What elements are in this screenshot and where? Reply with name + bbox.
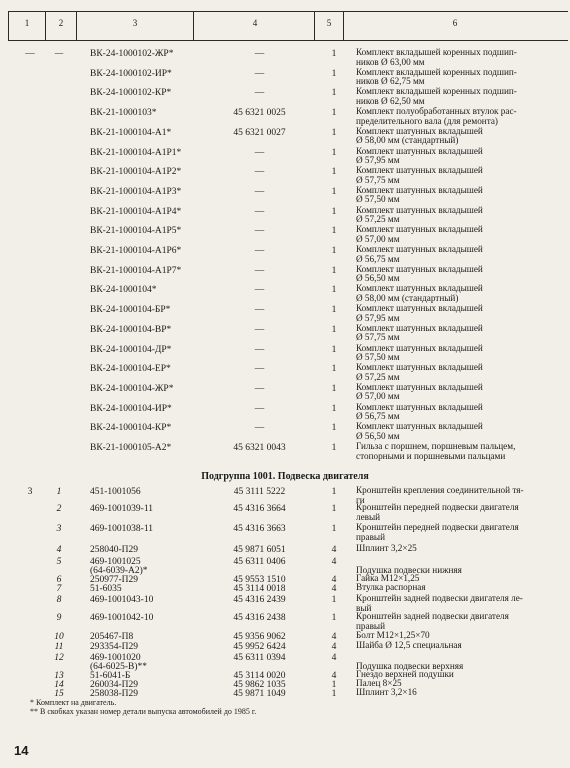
cell-position-number: 4 <box>56 545 62 555</box>
header-col-number: 6 <box>452 18 458 28</box>
table-row <box>0 304 570 324</box>
cell-part-number: 205467-П8 <box>90 632 134 642</box>
cell-quantity: 1 <box>331 487 337 497</box>
cell-catalog-code: 45 9871 1049 <box>233 689 286 699</box>
cell-description: Комплект шатунных вкладышей Ø 56,50 мм <box>356 263 483 284</box>
table-row <box>0 422 570 442</box>
cell-part-number: 469-1001042-10 <box>90 613 154 623</box>
cell-quantity: 1 <box>331 305 337 316</box>
cell-catalog-code: 45 9871 6051 <box>233 545 286 555</box>
cell-catalog-code: 45 4316 2439 <box>233 595 286 605</box>
cell-quantity: 1 <box>331 689 337 699</box>
cell-quantity: 1 <box>331 680 337 690</box>
cell-part-number: ВК-24-1000102-ЖР* <box>90 49 174 59</box>
cell-position-number: 12 <box>54 653 64 663</box>
cell-quantity: 1 <box>331 344 337 355</box>
table-row <box>0 107 570 127</box>
table-row <box>0 206 570 226</box>
cell-part-number: ВК-24-1000104-ЖР* <box>90 383 174 394</box>
table-row <box>0 442 570 462</box>
cell-catalog-code: 45 3111 5222 <box>233 487 286 497</box>
cell-description: Комплект шатунных вкладышей Ø 57,95 мм <box>356 145 483 166</box>
cell-quantity: 1 <box>331 403 337 414</box>
table-row <box>0 344 570 364</box>
cell-quantity: 1 <box>331 595 337 605</box>
footnote: ** В скобках указан номер детали выпуска автомобилей до 1985 г. <box>30 707 257 716</box>
cell-catalog-code: 45 4316 3664 <box>233 504 286 514</box>
cell-description: Гильза с поршнем, поршневым пальцем, стопорными и поршневыми пальцами <box>356 441 516 461</box>
table-row <box>0 127 570 147</box>
cell-catalog-code: — <box>254 423 265 434</box>
cell-quantity: 1 <box>331 324 337 335</box>
cell-position-number: — <box>54 49 64 59</box>
cell-catalog-code: — <box>254 88 265 99</box>
cell-position-number: 5 <box>56 557 62 567</box>
cell-description: Комплект вкладышей коренных подшип- ников Ø 62,75 мм <box>356 66 517 87</box>
cell-description: Комплект шатунных вкладышей Ø 58,00 мм (стандартный) <box>356 125 483 146</box>
cell-catalog-code: — <box>254 226 265 237</box>
cell-catalog-code: 45 9356 9062 <box>233 632 286 642</box>
cell-description: Комплект шатунных вкладышей Ø 57,75 мм <box>356 322 483 343</box>
cell-catalog-code: — <box>254 49 265 59</box>
cell-description: Комплект шатунных вкладышей Ø 57,00 мм <box>356 381 483 402</box>
cell-part-number: 51-6035 <box>90 584 122 594</box>
cell-catalog-code: 45 4316 2438 <box>233 613 286 623</box>
cell-position-number: 13 <box>54 671 64 681</box>
cell-description: Комплект шатунных вкладышей Ø 57,75 мм <box>356 165 483 185</box>
table-row <box>0 652 570 672</box>
cell-description: Комплект вкладышей коренных подшип- ников Ø 62,50 мм <box>356 86 517 106</box>
cell-position-number: 14 <box>54 680 64 690</box>
cell-part-number: ВК-24-1000104-БР* <box>90 305 171 316</box>
cell-part-number-old: (64-6039-А2)* <box>90 566 148 576</box>
cell-catalog-code: 45 3114 0020 <box>233 671 286 681</box>
table-row <box>0 48 570 68</box>
cell-description: Болт М12×1,25×70 <box>356 630 430 640</box>
cell-part-number: 469-1001020 <box>90 653 141 663</box>
table-row <box>0 166 570 186</box>
cell-description: Комплект шатунных вкладышей Ø 56,75 мм <box>356 244 483 264</box>
cell-part-number: ВК-21-1000103* <box>90 108 157 119</box>
table-row <box>0 503 570 523</box>
cell-quantity: 1 <box>331 226 337 237</box>
cell-part-number: 469-1001039-11 <box>90 504 153 514</box>
cell-position-number: 9 <box>56 613 62 623</box>
cell-quantity: 1 <box>331 265 337 276</box>
header-col-divider <box>76 12 77 40</box>
cell-part-number: ВК-24-1000104-КР* <box>90 423 172 434</box>
cell-part-number: ВК-21-1000104-А1Р4* <box>90 206 182 217</box>
cell-catalog-code: — <box>254 68 265 79</box>
header-bottom-rule <box>8 40 568 41</box>
cell-description: Гнездо верхней подушки <box>356 669 454 679</box>
cell-description: Кронштейн задней подвески двигателя ле- вый <box>356 593 523 613</box>
cell-part-number: ВК-24-1000102-КР* <box>90 88 172 99</box>
cell-quantity: 1 <box>331 613 337 623</box>
cell-description: Кронштейн крепления соединительной тя- ги <box>356 485 524 505</box>
header-col-number: 1 <box>24 18 30 28</box>
cell-description: Шплинт 3,2×25 <box>356 543 417 553</box>
cell-part-number: ВК-24-1000102-ИР* <box>90 68 172 79</box>
cell-part-number: ВК-21-1000104-А1Р5* <box>90 226 182 237</box>
table-row <box>0 245 570 265</box>
cell-description: Кронштейн передней подвески двигателя правый <box>356 522 519 542</box>
cell-quantity: 4 <box>331 575 337 585</box>
cell-catalog-code: — <box>254 285 265 296</box>
header-col-number: 2 <box>58 18 64 28</box>
cell-quantity: 1 <box>331 127 337 138</box>
cell-part-number: ВК-21-1000104-А1Р6* <box>90 246 182 256</box>
cell-part-number: ВК-21-1000104-А1* <box>90 127 172 138</box>
header-top-rule <box>8 11 568 12</box>
cell-part-number: ВК-24-1000104-ИР* <box>90 403 172 414</box>
cell-quantity: 1 <box>331 383 337 394</box>
cell-catalog-code: 45 6321 0027 <box>233 127 286 138</box>
cell-description: Комплект шатунных вкладышей Ø 57,25 мм <box>356 204 483 225</box>
cell-quantity: 1 <box>331 246 337 256</box>
cell-description: Комплект полуобработанных втулок рас- пределительного вала (для ремонта) <box>356 106 517 126</box>
cell-quantity: 1 <box>331 443 337 453</box>
header-col-number: 4 <box>252 18 258 28</box>
table-row <box>0 87 570 107</box>
table-row <box>0 265 570 285</box>
header-col-number: 3 <box>132 18 138 28</box>
cell-description: Комплект шатунных вкладышей Ø 57,95 мм <box>356 303 483 323</box>
cell-part-number: ВК-21-1000105-А2* <box>90 443 172 453</box>
cell-quantity: 4 <box>331 653 337 663</box>
cell-catalog-code: 45 6321 0025 <box>233 108 286 119</box>
cell-description: Шайба Ø 12,5 специальная <box>356 640 462 650</box>
table-row <box>0 523 570 543</box>
cell-part-number: ВК-21-1000104-А1Р3* <box>90 186 182 197</box>
cell-description: Гайка М12×1,25 <box>356 573 420 583</box>
cell-description: Комплект шатунных вкладышей Ø 57,50 мм <box>356 184 483 205</box>
cell-quantity: 4 <box>331 642 337 652</box>
cell-part-number: ВК-24-1000104-ЕР* <box>90 364 171 375</box>
cell-position-number: 6 <box>56 575 62 585</box>
cell-quantity: 1 <box>331 423 337 434</box>
cell-description: Комплект шатунных вкладышей Ø 58,00 мм (стандартный) <box>356 283 483 303</box>
cell-part-number: ВК-21-1000104-А1Р7* <box>90 265 182 276</box>
cell-quantity: 1 <box>331 108 337 119</box>
cell-part-number: 51-6041-Б <box>90 671 131 681</box>
cell-description: Палец 8×25 <box>356 678 402 688</box>
cell-quantity: 1 <box>331 285 337 296</box>
cell-position-number: 3 <box>56 524 62 534</box>
cell-quantity: 1 <box>331 167 337 178</box>
cell-catalog-code: 45 9862 1035 <box>233 680 286 690</box>
page-number: 14 <box>14 743 29 758</box>
cell-part-number: ВК-24-1000104-ДР* <box>90 344 172 355</box>
cell-description: Втулка распорная <box>356 582 426 592</box>
cell-part-number: 469-1001025 <box>90 557 141 567</box>
cell-part-number: 469-1001038-11 <box>90 524 153 534</box>
cell-description: Шплинт 3,2×16 <box>356 687 417 697</box>
cell-description: Комплект вкладышей коренных подшип- ников Ø 63,00 мм <box>356 47 517 67</box>
cell-quantity: 1 <box>331 49 337 59</box>
cell-quantity: 1 <box>331 364 337 375</box>
cell-quantity: 1 <box>331 147 337 158</box>
cell-quantity: 4 <box>331 632 337 642</box>
cell-quantity: 4 <box>331 584 337 594</box>
cell-catalog-code: — <box>254 364 265 375</box>
cell-part-number: ВК-24-1000104* <box>90 285 157 296</box>
table-row <box>0 383 570 403</box>
cell-quantity: 1 <box>331 186 337 197</box>
cell-position-number: 7 <box>56 584 62 594</box>
cell-section-number: — <box>25 49 35 59</box>
cell-position-number: 8 <box>56 595 62 605</box>
cell-description: Кронштейн задней подвески двигателя правый <box>356 611 509 631</box>
cell-part-number-old: (64-6025-В)** <box>90 662 147 672</box>
cell-description: Комплект шатунных вкладышей Ø 57,50 мм <box>356 342 483 363</box>
cell-catalog-code: — <box>254 167 265 178</box>
header-col-divider <box>8 12 9 40</box>
cell-catalog-code: 45 9952 6424 <box>233 642 286 652</box>
cell-quantity: 1 <box>331 206 337 217</box>
table-row <box>0 68 570 88</box>
cell-part-number: ВК-21-1000104-А1Р2* <box>90 167 182 178</box>
cell-catalog-code: — <box>254 324 265 335</box>
cell-quantity: 4 <box>331 557 337 567</box>
cell-quantity: 4 <box>331 671 337 681</box>
cell-part-number: 293354-П29 <box>90 642 139 652</box>
cell-part-number: 469-1001043-10 <box>90 595 154 605</box>
cell-position-number: 2 <box>56 504 62 514</box>
table-row <box>0 147 570 167</box>
cell-part-number: 451-1001056 <box>90 487 141 497</box>
cell-catalog-code: — <box>254 147 265 158</box>
cell-catalog-code: — <box>254 344 265 355</box>
cell-part-number: 258040-П29 <box>90 545 139 555</box>
footnote: * Комплект на двигатель. <box>30 698 117 707</box>
cell-catalog-code: — <box>254 383 265 394</box>
cell-quantity: 1 <box>331 88 337 99</box>
cell-part-number: 250977-П29 <box>90 575 139 585</box>
cell-catalog-code: 45 4316 3663 <box>233 524 286 534</box>
header-col-divider <box>193 12 194 40</box>
cell-part-number: ВК-24-1000104-ВР* <box>90 324 172 335</box>
cell-catalog-code: — <box>254 403 265 414</box>
cell-catalog-code: 45 6311 0394 <box>233 653 286 663</box>
cell-catalog-code: — <box>254 246 265 256</box>
cell-position-number: 15 <box>54 689 64 699</box>
cell-description: Подушка подвески верхняя <box>356 660 464 671</box>
cell-catalog-code: — <box>254 305 265 316</box>
table-row <box>0 284 570 304</box>
cell-description: Комплект шатунных вкладышей Ø 56,75 мм <box>356 401 483 422</box>
cell-part-number: ВК-21-1000104-А1Р1* <box>90 147 182 158</box>
cell-catalog-code: — <box>254 206 265 217</box>
cell-quantity: 1 <box>331 504 337 514</box>
cell-catalog-code: 45 9553 1510 <box>233 575 286 585</box>
cell-position-number: 11 <box>54 642 64 652</box>
cell-position-number: 10 <box>54 632 64 642</box>
subgroup-title: Подгруппа 1001. Подвеска двигателя <box>201 471 369 482</box>
cell-description: Подушка подвески нижняя <box>356 564 462 575</box>
cell-catalog-code: 45 3114 0018 <box>233 584 286 594</box>
cell-catalog-code: 45 6311 0406 <box>233 557 286 567</box>
table-row <box>0 186 570 206</box>
cell-quantity: 4 <box>331 545 337 555</box>
cell-description: Комплект шатунных вкладышей Ø 57,00 мм <box>356 224 483 244</box>
table-row <box>0 403 570 423</box>
cell-catalog-code: 45 6321 0043 <box>233 443 286 453</box>
table-row <box>0 363 570 383</box>
cell-part-number: 260034-П29 <box>90 680 139 690</box>
cell-position-number: 1 <box>56 487 62 497</box>
header-col-number: 5 <box>326 18 332 28</box>
table-row <box>0 225 570 245</box>
cell-catalog-code: — <box>254 186 265 197</box>
cell-description: Комплект шатунных вкладышей Ø 56,50 мм <box>356 421 483 441</box>
cell-quantity: 1 <box>331 524 337 534</box>
table-row <box>0 556 570 576</box>
cell-section-number: 3 <box>27 487 33 497</box>
table-row <box>0 612 570 632</box>
cell-description: Комплект шатунных вкладышей Ø 57,25 мм <box>356 362 483 382</box>
cell-description: Кронштейн передней подвески двигателя левый <box>356 502 519 522</box>
table-row <box>0 324 570 344</box>
cell-quantity: 1 <box>331 68 337 79</box>
cell-part-number: 258038-П29 <box>90 689 139 699</box>
cell-catalog-code: — <box>254 265 265 276</box>
